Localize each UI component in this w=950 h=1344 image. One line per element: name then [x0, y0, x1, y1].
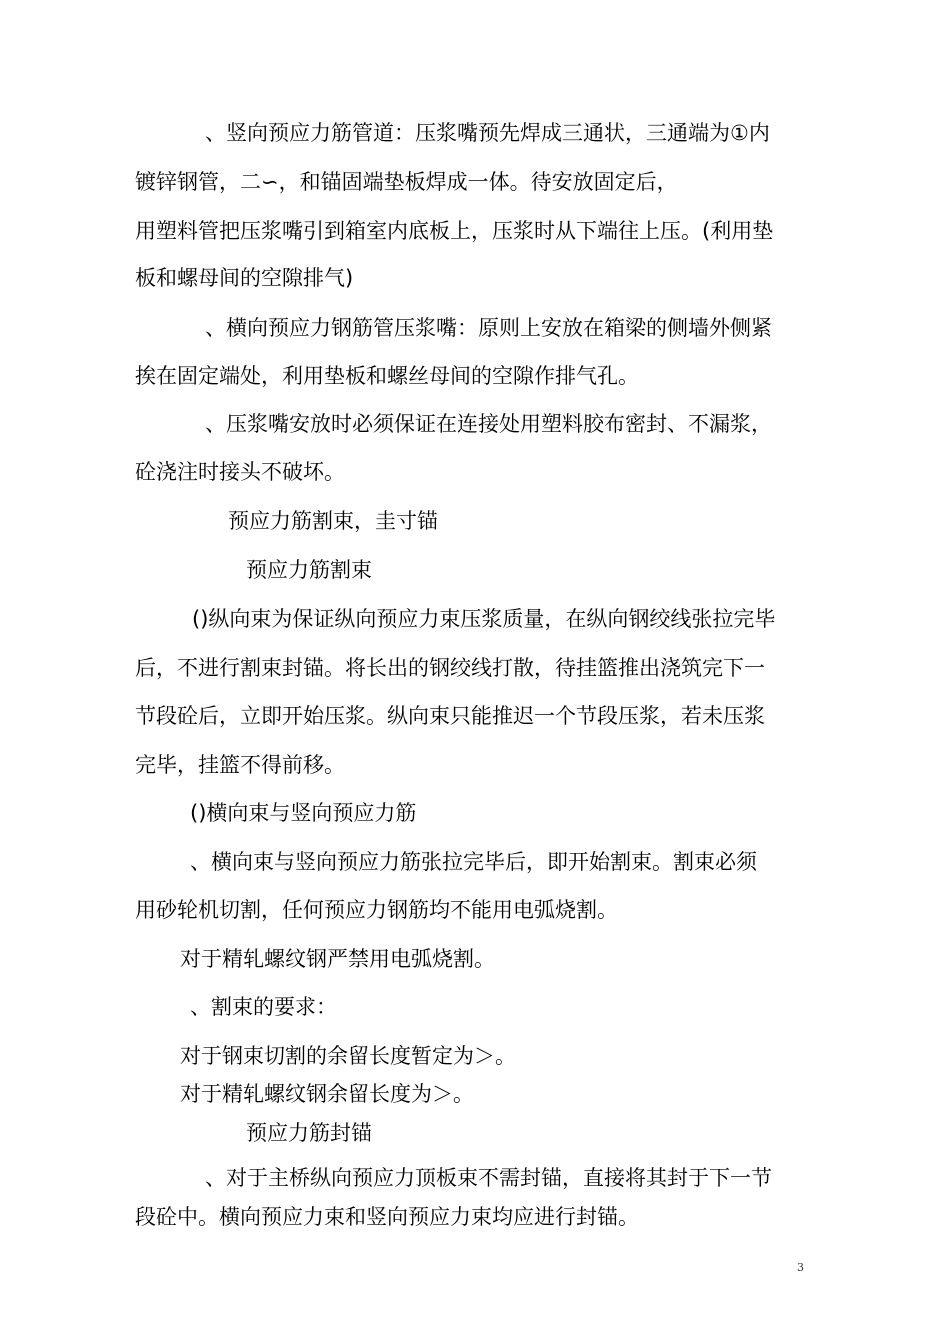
text-line: 用塑料管把压浆嘴引到箱室内底板上，压浆时从下端往上压。(利用垫 — [135, 219, 774, 243]
text-line: 用砂轮机切割，任何预应力钢筋均不能用电弧烧割。 — [135, 898, 618, 922]
text-line: 节段砼后，立即开始压浆。纵向束只能推迟一个节段压浆，若未压浆 — [135, 704, 765, 728]
text-line: 、对于主桥纵向预应力顶板束不需封锚，直接将其封于下一节 — [205, 1166, 772, 1190]
text-line: 后，不进行割束封锚。将长出的钢绞线打散，待挂篮推出浇筑完下一 — [135, 656, 765, 680]
text-line: 、割束的要求： — [190, 995, 337, 1019]
text-line: 板和螺母间的空隙排气) — [135, 266, 354, 290]
text-line: ()横向束与竖向预应力筋 — [190, 801, 417, 825]
text-line: 挨在固定端处，利用垫板和螺丝母间的空隙作排气孔。 — [135, 364, 639, 388]
text-line: 完毕，挂篮不得前移。 — [135, 753, 345, 777]
section-heading: 预应力筋割束，圭寸锚 — [228, 509, 438, 533]
section-heading: 预应力筋割束 — [246, 558, 372, 582]
text-line: 对于精轧螺纹钢余留长度为＞。 — [180, 1082, 474, 1106]
section-heading: 预应力筋封锚 — [246, 1121, 372, 1145]
text-line: ()纵向束为保证纵向预应力束压浆质量，在纵向钢绞线张拉完毕 — [192, 607, 776, 631]
text-line: 砼浇注时接头不破坏。 — [135, 460, 345, 484]
text-line: 对于精轧螺纹钢严禁用电弧烧割。 — [180, 947, 495, 971]
text-line: 镀锌钢管，二∽，和锚固端垫板焊成一体。待安放固定后， — [135, 170, 678, 194]
page-number: 3 — [797, 1261, 804, 1274]
text-line: 、横向预应力钢筋管压浆嘴：原则上安放在箱梁的侧墙外侧紧 — [205, 316, 772, 340]
text-line: 段砼中。横向预应力束和竖向预应力束均应进行封锚。 — [135, 1205, 639, 1229]
text-line: 、横向束与竖向预应力筋张拉完毕后，即开始割束。割束必须 — [190, 850, 757, 874]
text-line: 、竖向预应力筋管道：压浆嘴预先焊成三通状，三通端为①内 — [205, 121, 770, 145]
text-line: 、压浆嘴安放时必须保证在连接处用塑料胶布密封、不漏浆， — [205, 412, 772, 436]
text-line: 对于钢束切割的余留长度暂定为＞。 — [180, 1044, 516, 1068]
